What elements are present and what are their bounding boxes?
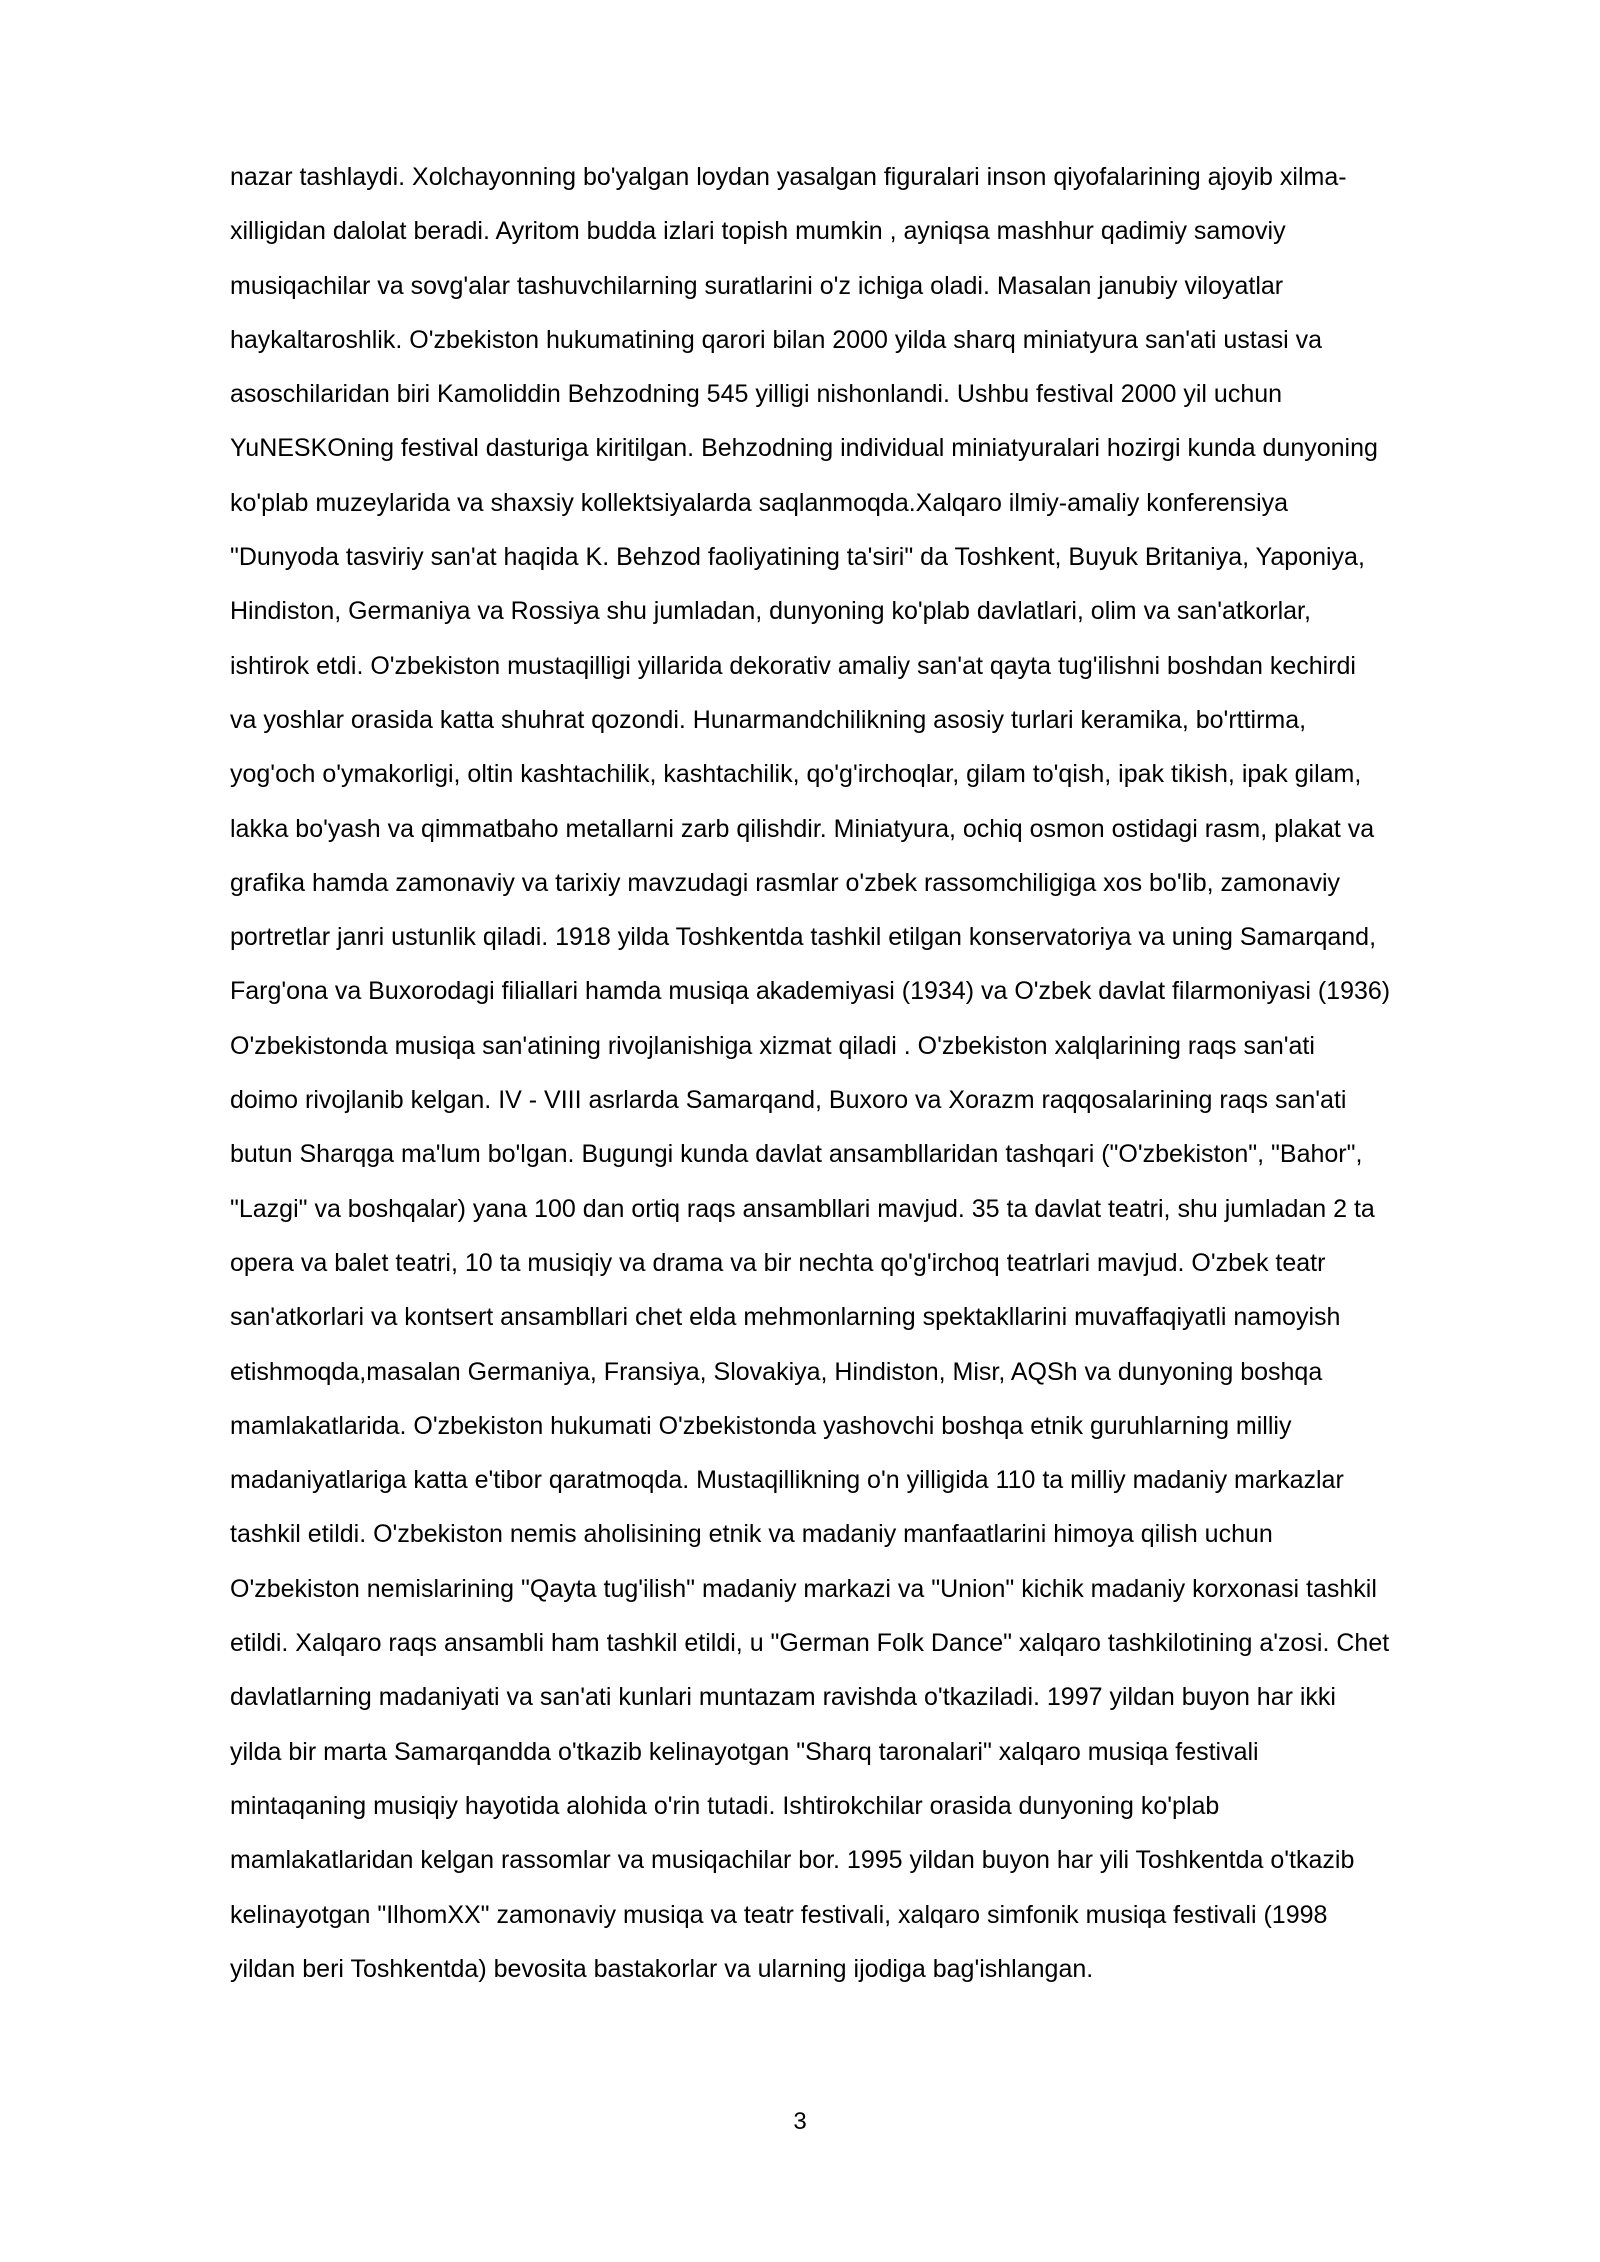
text-line: mamlakatlarida. O'zbekiston hukumati O'zbekistonda yashovchi boshqa etnik guruhlarning milliy	[230, 1411, 1292, 1440]
text-line: ko'plab muzeylarida va shaxsiy kollektsiyalarda saqlanmoqda.Xalqaro ilmiy-amaliy konferensiya	[230, 488, 1289, 517]
text-line: O'zbekistonda musiqa san'atining rivojlanishiga xizmat qiladi . O'zbekiston xalqlarining raqs san'ati	[230, 1031, 1315, 1060]
text-line: xilligidan dalolat beradi. Ayritom budda izlari topish mumkin , ayniqsa mashhur qadimiy samoviy	[230, 217, 1286, 246]
text-line: kelinayotgan "IlhomXX" zamonaviy musiqa va teatr festivali, xalqaro simfonik musiqa festivali (1998	[230, 1900, 1328, 1929]
text-line: etildi. Xalqaro raqs ansambli ham tashkil etildi, u "German Folk Dance" xalqaro tashkilotining a'zosi. Chet	[230, 1629, 1390, 1658]
text-line: va yoshlar orasida katta shuhrat qozondi. Hunarmandchilikning asosiy turlari keramika, bo'rttirma,	[230, 705, 1307, 734]
text-line: YuNESKOning festival dasturiga kiritilgan. Behzodning individual miniatyuralari hozirgi kunda dunyoning	[230, 434, 1378, 463]
body-paragraph	[230, 150, 1490, 1996]
text-line: mamlakatlaridan kelgan rassomlar va musiqachilar bor. 1995 yildan buyon har yili Toshkentda o'tkazib	[230, 1846, 1355, 1875]
text-line: tashkil etildi. O'zbekiston nemis aholisining etnik va madaniy manfaatlarini himoya qilish uchun	[230, 1520, 1273, 1549]
text-line: ishtirok etdi. O'zbekiston mustaqilligi yillarida dekorativ amaliy san'at qayta tug'ilishni boshdan kechirdi	[230, 651, 1356, 680]
text-line: "Dunyoda tasviriy san'at haqida K. Behzod faoliyatining ta'siri" da Toshkent, Buyuk Britaniya, Yaponiya,	[230, 543, 1365, 572]
text-line: madaniyatlariga katta e'tibor qaratmoqda. Mustaqillikning o'n yilligida 110 ta milliy madaniy markazlar	[230, 1466, 1344, 1495]
text-line: etishmoqda,masalan Germaniya, Fransiya, Slovakiya, Hindiston, Misr, AQSh va dunyoning boshqa	[230, 1357, 1323, 1386]
text-line: yilda bir marta Samarqandda o'tkazib kelinayotgan "Sharq taronalari" xalqaro musiqa festivali	[230, 1737, 1259, 1766]
text-line: yildan beri Toshkentda) bevosita bastakorlar va ularning ijodiga bag'ishlangan.	[230, 1954, 1094, 1983]
text-line: Farg'ona va Buxorodagi filiallari hamda musiqa akademiyasi (1934) va O'zbek davlat filarmoniyasi (1936)	[230, 977, 1391, 1006]
text-line: lakka bo'yash va qimmatbaho metallarni zarb qilishdir. Miniatyura, ochiq osmon ostidagi rasm, plakat va	[230, 814, 1375, 843]
page-number: 3	[793, 2108, 807, 2135]
text-line: grafika hamda zamonaviy va tarixiy mavzudagi rasmlar o'zbek rassomchiligiga xos bo'lib, zamonaviy	[230, 868, 1341, 897]
text-line: "Lazgi" va boshqalar) yana 100 dan ortiq raqs ansambllari mavjud. 35 ta davlat teatri, shu jumladan 2 ta	[230, 1194, 1375, 1223]
text-line: butun Sharqga ma'lum bo'lgan. Bugungi kunda davlat ansambllaridan tashqari ("O'zbekiston", "Bahor",	[230, 1140, 1363, 1169]
text-line: haykaltaroshlik. O'zbekiston hukumatining qarori bilan 2000 yilda sharq miniatyura san'ati ustasi va	[230, 325, 1323, 354]
text-line: asoschilaridan biri Kamoliddin Behzodning 545 yilligi nishonlandi. Ushbu festival 2000 yil uchun	[230, 380, 1283, 409]
text-line: davlatlarning madaniyati va san'ati kunlari muntazam ravishda o'tkaziladi. 1997 yildan buyon har ikki	[230, 1683, 1336, 1712]
text-line: mintaqaning musiqiy hayotida alohida o'rin tutadi. Ishtirokchilar orasida dunyoning ko'plab	[230, 1791, 1220, 1820]
text-line: san'atkorlari va kontsert ansambllari chet elda mehmonlarning spektakllarini muvaffaqiyatli namoyish	[230, 1303, 1341, 1332]
text-line: portretlar janri ustunlik qiladi. 1918 yilda Toshkentda tashkil etilgan konservatoriya va uning Samarqand,	[230, 923, 1377, 952]
text-line: doimo rivojlanib kelgan. IV - VIII asrlarda Samarqand, Buxoro va Xorazm raqqosalarining raqs san'ati	[230, 1086, 1347, 1115]
text-line: musiqachilar va sovg'alar tashuvchilarning suratlarini o'z ichiga oladi. Masalan janubiy viloyatlar	[230, 271, 1284, 300]
text-line: nazar tashlaydi. Xolchayonning bo'yalgan loydan yasalgan figuralari inson qiyofalarining ajoyib xilma-	[230, 163, 1347, 191]
text-line: Hindiston, Germaniya va Rossiya shu jumladan, dunyoning ko'plab davlatlari, olim va san'atkorlar,	[230, 597, 1311, 626]
text-line: opera va balet teatri, 10 ta musiqiy va drama va bir nechta qo'g'irchoq teatrlari mavjud. O'zbek teatr	[230, 1248, 1326, 1277]
text-line: yog'och o'ymakorligi, oltin kashtachilik, kashtachilik, qo'g'irchoqlar, gilam to'qish, ipak tikish, ipak gilam,	[230, 760, 1362, 789]
text-line: O'zbekiston nemislarining "Qayta tug'ilish" madaniy markazi va "Union" kichik madaniy korxonasi tashkil	[230, 1574, 1377, 1603]
